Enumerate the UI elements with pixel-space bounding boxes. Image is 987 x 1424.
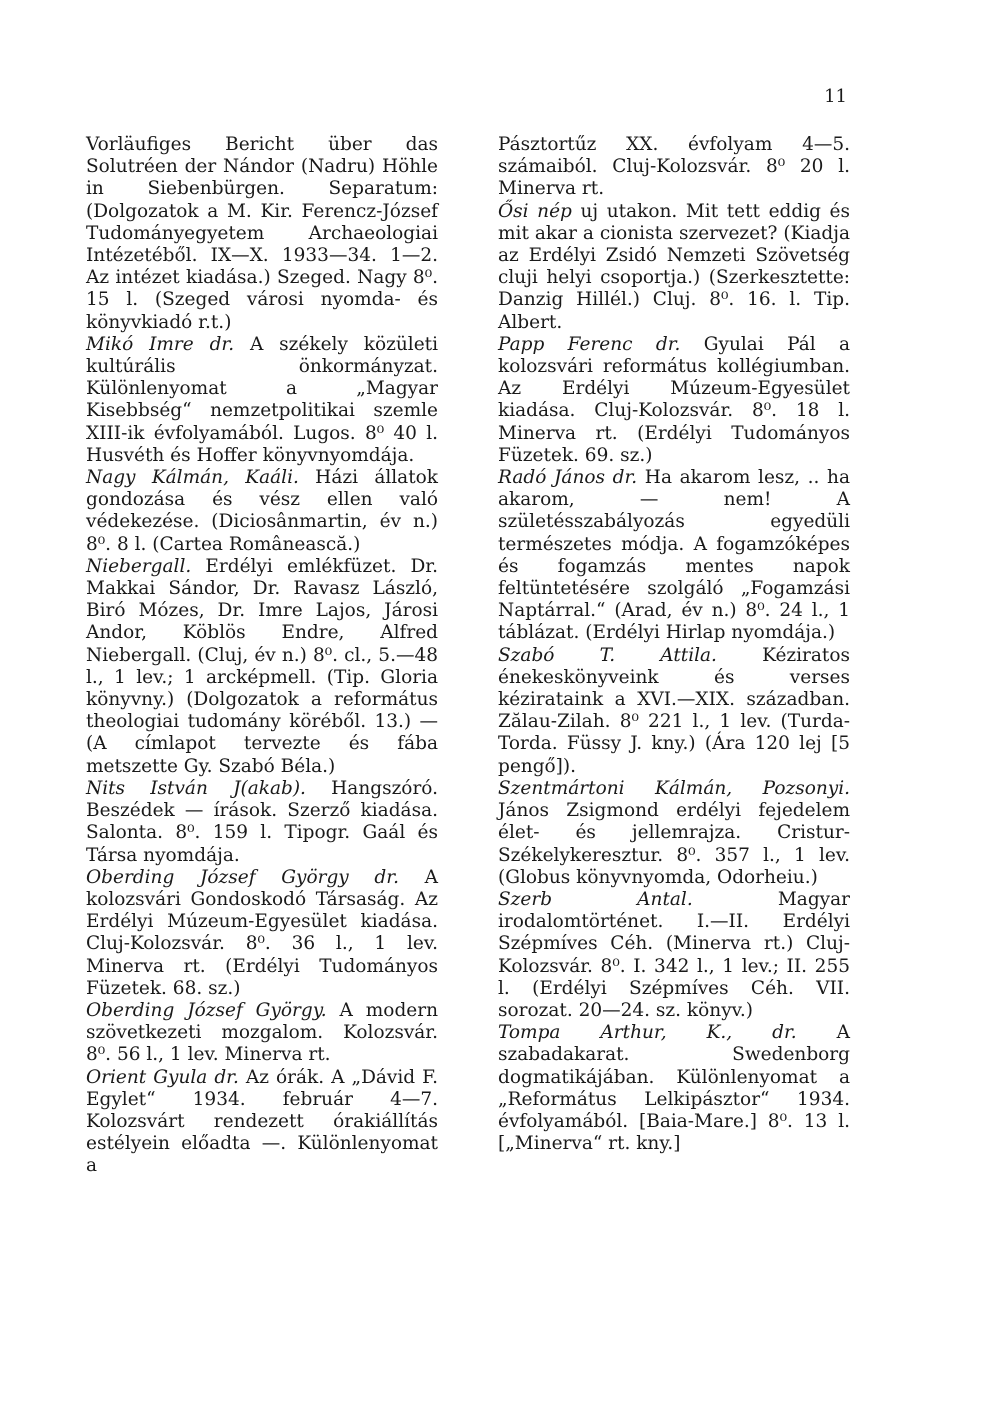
bibliography-entry (498, 467, 850, 645)
entry-text: A székely közületi kultúrális önkormányzat. Különlenyomat a „Magyar Kisebbség“ nemzetpolitikai szemle XIII-ik évfolyamából. Lugos. 8⁰ 40 l. Husvéth és Hoffer könyvnyomdája. (86, 333, 438, 466)
entry-author: Nagy Kálmán, Kaáli. (86, 467, 299, 489)
entry-text: A szabadakarat. Swedenborg dogmatikájában. Különlenyomat a „Református Lelkipásztor“ 1934. évfolyamából. [Baia-Mare.] 8⁰. 13 l. [„Minerva“ rt. kny.] (498, 1022, 850, 1155)
entry-text: Hangszóró. Beszédek — írások. Szerző kiadása. Salonta. 8⁰. 159 l. Tipogr. Gaál és Társa nyomdája. (86, 777, 438, 866)
entry-author: Oberding József György. (86, 999, 327, 1021)
entry-text: Gyulai Pál a kolozsvári református kollégiumban. Az Erdélyi Múzeum-Egyesület kiadása. Cluj-Kolozsvár. 8⁰. 18 l. Minerva rt. (Erdélyi Tudományos Füzetek. 69. sz.) (498, 333, 851, 466)
entry-author: Papp Ferenc dr. (498, 333, 681, 355)
bibliography-entry (498, 201, 850, 334)
entry-author: Radó János dr. (498, 467, 638, 489)
entry-text: Az órák. A „Dávid F. Egylet“ 1934. február 4—7. Kolozsvárt rendezett órakiállítás estélyein előadta —. Különlenyomat a (86, 1066, 438, 1177)
entry-text: Házi állatok gondozása és vész ellen való védekezése. (Diciosânmartin, év n.) 8⁰. 8 l. (Cartea Românească.) (86, 467, 438, 555)
bibliography-entry (86, 1067, 438, 1178)
entry-text: János Zsigmond erdélyi fejedelem élet- és jellemrajza. Cristur-Székelykeresztur. 8⁰. 357 l., 1 lev. (Globus könyvnyomda, Odorheiu.) (498, 800, 850, 888)
bibliography-entry (498, 645, 850, 778)
entry-author: Oberding József György dr. (86, 866, 399, 888)
entry-author: Szerb Antal. (498, 888, 693, 910)
bibliography-entry (86, 134, 438, 334)
entry-text: Pásztortűz XX. évfolyam 4—5. számaiból. Cluj-Kolozsvár. 8⁰ 20 l. Minerva rt. (498, 134, 850, 200)
bibliography-entry (498, 1022, 850, 1155)
bibliography-entry (498, 778, 850, 889)
page-number: 11 (824, 86, 847, 107)
entry-author: Niebergall. (86, 555, 192, 577)
bibliography-entry (498, 889, 850, 1022)
entry-text: A kolozsvári Gondoskodó Társaság. Az Erdélyi Múzeum-Egyesület kiadása. Cluj-Kolozsvár. 8⁰. 36 l., 1 lev. Minerva rt. (Erdélyi Tudományos Füzetek. 68. sz.) (86, 866, 438, 999)
entry-author: Szabó T. Attila. (498, 644, 717, 666)
right-column (498, 134, 850, 1155)
entry-author: Szentmártoni Kálmán, Pozsonyi. (498, 777, 850, 799)
bibliography-entry (86, 867, 438, 1000)
entry-author: Ősi nép (498, 200, 572, 222)
entry-text: uj utakon. Mit tett eddig és mit akar a cionista szervezet? (Kiadja az Erdélyi Zsidó Nemzeti Szövetség cluji helyi csoportja.) (Szerkesztette: Danzig Hillél.) Cluj. 8⁰. 16. l. Tip. Albert. (498, 200, 850, 333)
bibliography-entry (86, 556, 438, 778)
entry-author: Nits István J(akab). (86, 777, 306, 799)
bibliography-entry (86, 467, 438, 556)
entry-text: Erdélyi emlékfüzet. Dr. Makkai Sándor, Dr. Ravasz László, Biró Mózes, Dr. Imre Lajos, Járosi Andor, Köblös Endre, Alfred Niebergall. (Cluj, év n.) 8⁰. cl., 5.—48 l., 1 lev.; 1 arcképmell. (Tip. Gloria könyvny.) (Dolgozatok a református theologiai tudomány köréből. 13.) — (A címlapot tervezte és fába metszette Gy. Szabó Béla.) (86, 555, 438, 777)
bibliography-entry (498, 334, 850, 467)
entry-text: Magyar irodalomtörténet. I.—II. Erdélyi Szépmíves Céh. (Minerva rt.) Cluj-Kolozsvár. 8⁰. I. 342 l., 1 lev.; II. 255 l. (Erdélyi Szépmíves Céh. VII. sorozat. 20—24. sz. könyv.) (498, 888, 850, 1021)
bibliography-entry (86, 778, 438, 867)
bibliography-entry (498, 134, 850, 201)
entry-text: A modern szövetkezeti mozgalom. Kolozsvár. 8⁰. 56 l., 1 lev. Minerva rt. (86, 999, 438, 1066)
entry-text: Ha akarom lesz, .. ha akarom, — nem! A születésszabályozás egyedüli természetes módja. A fogamzóképes és fogamzás mentes napok feltüntetésére szolgáló „Fogamzási Naptárral.“ (Arad, év n.) 8⁰. 24 l., 1 táblázat. (Erdélyi Hirlap nyomdája.) (498, 467, 850, 644)
entry-author: Orient Gyula dr. (86, 1066, 239, 1088)
left-column (86, 134, 438, 1178)
entry-text: Vorläufiges Bericht über das Solutréen der Nándor (Nadru) Höhle in Siebenbürgen. Separatum: (Dolgozatok a M. Kir. Ferencz-József Tudományegyetem Archaeologiai Intézetéből. IX—X. 1933—34. 1—2. Az intézet kiadása.) Szeged. Nagy 8⁰. 15 l. (Szeged városi nyomda- és könyvkiadó r.t.) (86, 134, 438, 333)
entry-text: Kéziratos énekeskönyveink és verses kézirataink a XVI.—XIX. században. Zălau-Zilah. 8⁰ 221 l., 1 lev. (Turda-Torda. Füssy J. kny.) (Ára 120 lej [5 pengő]). (498, 644, 850, 777)
bibliography-entry (86, 334, 438, 467)
bibliography-entry (86, 1000, 438, 1067)
entry-author: Tompa Arthur, K., dr. (498, 1022, 797, 1044)
entry-author: Mikó Imre dr. (86, 333, 235, 355)
